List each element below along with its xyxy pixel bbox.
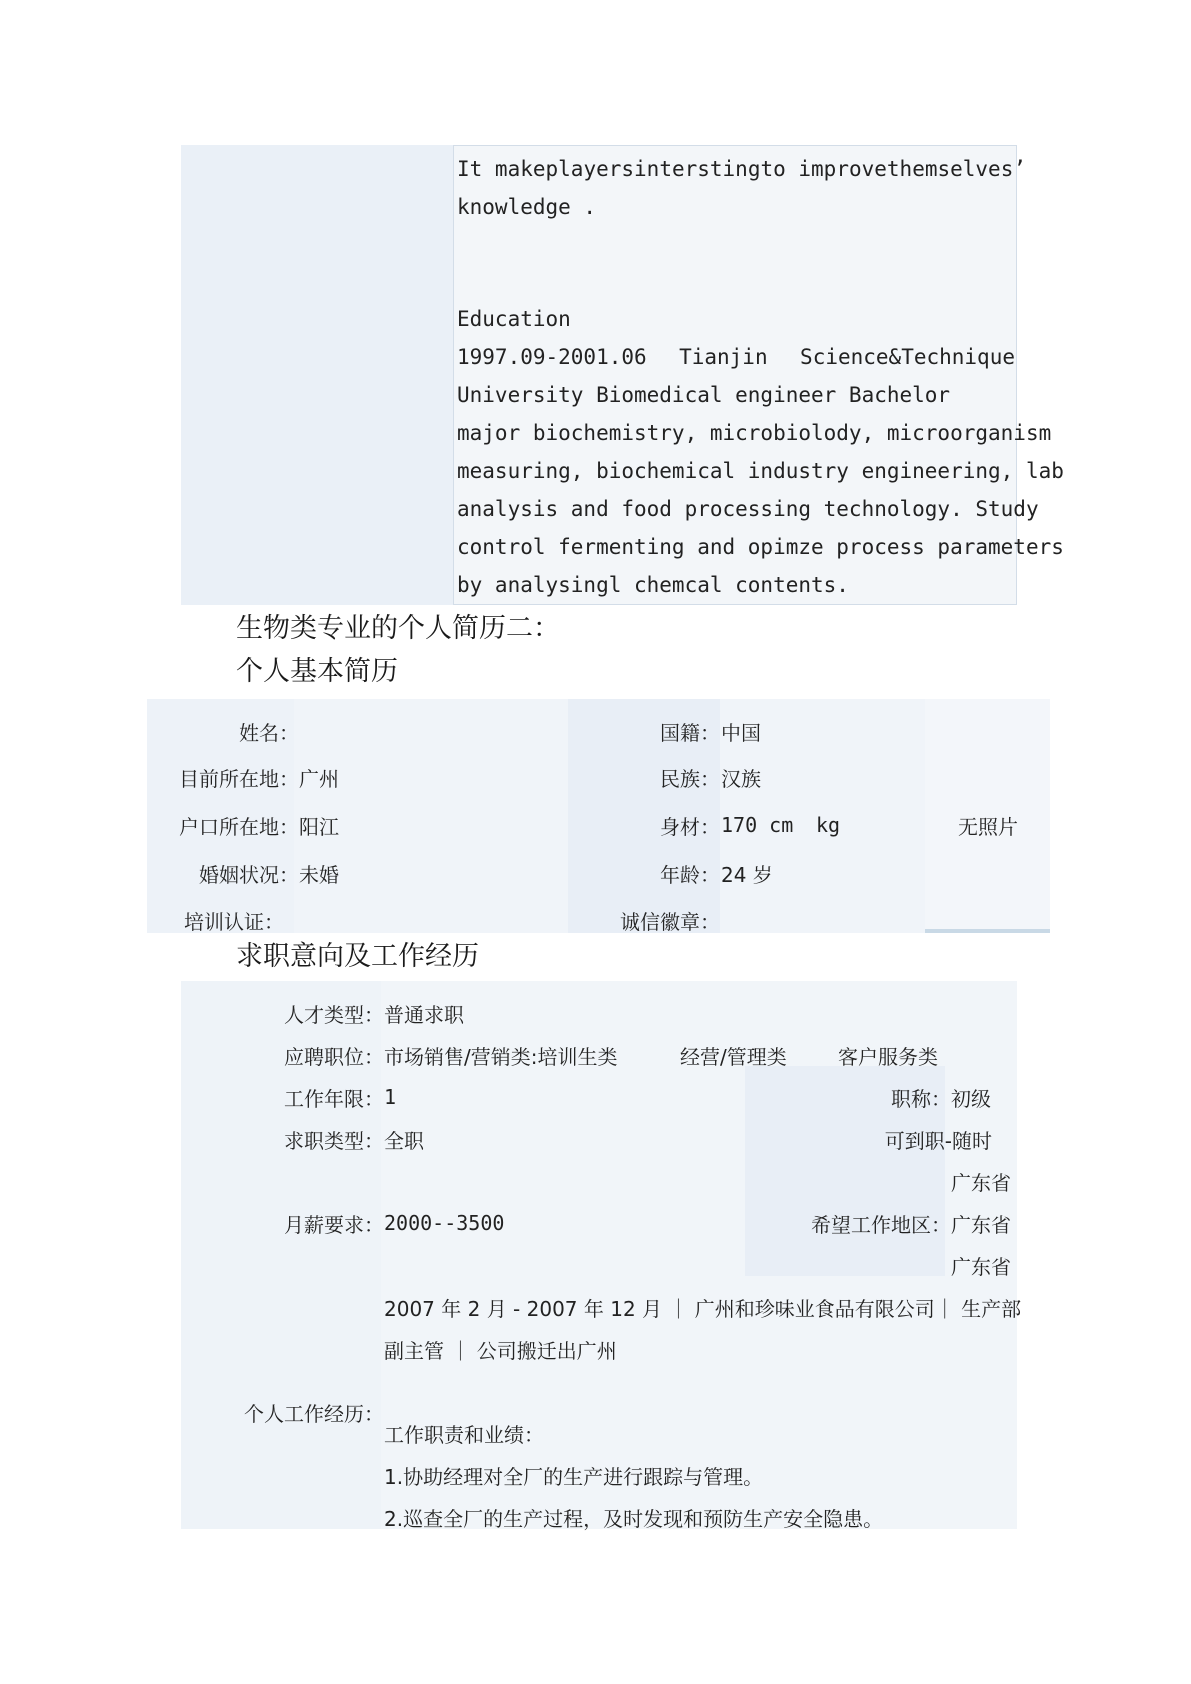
duty-item: 2.巡查全厂的生产过程，及时发现和预防生产安全隐患。 xyxy=(384,1507,884,1531)
section-heading: 求职意向及工作经历 xyxy=(236,941,479,972)
word: players xyxy=(545,157,635,181)
training-label: 培训认证： xyxy=(184,910,284,934)
education-table-left-cell xyxy=(181,145,454,605)
region-value: 广东省 xyxy=(951,1171,1011,1195)
duty-item: 1.协助经理对全厂的生产进行跟踪与管理。 xyxy=(384,1465,764,1489)
region-value: 广东省 xyxy=(951,1213,1011,1237)
section-heading: 个人基本简历 xyxy=(236,656,398,687)
experience-line: 2007 年 2 月 - 2007 年 12 月 ｜ 广州和珍味业食品有限公司｜ 生产部 xyxy=(384,1297,1022,1321)
word: to improve xyxy=(760,157,887,181)
salary-value: 2000--3500 xyxy=(384,1211,505,1235)
duties-title: 工作职责和业绩： xyxy=(384,1423,544,1447)
text-line: measuring, biochemical industry engineering, lab xyxy=(457,459,1064,483)
hukou-label: 户口所在地： xyxy=(179,815,299,839)
availability-value: 可到职-随时 xyxy=(884,1129,992,1153)
age-value: 24 岁 xyxy=(721,863,773,887)
name-label: 姓名： xyxy=(239,721,299,745)
talent-type-label: 人才类型： xyxy=(284,1003,384,1027)
badge-label: 诚信徽章： xyxy=(620,910,720,934)
word: intersting xyxy=(634,157,761,181)
experience-line: 副主管 ｜ 公司搬迁出广州 xyxy=(384,1339,617,1363)
text-line: by analysingl chemcal contents. xyxy=(457,573,849,597)
position-value: 经营/管理类 xyxy=(680,1045,787,1069)
weight-unit: kg xyxy=(816,813,841,837)
position-value: 市场销售/营销类:培训生类 xyxy=(384,1045,618,1069)
marital-value: 未婚 xyxy=(299,863,339,887)
text-line xyxy=(457,338,1015,376)
region-value: 广东省 xyxy=(951,1255,1011,1279)
photo-placeholder-text: 无照片 xyxy=(958,815,1018,839)
nationality-label: 国籍： xyxy=(660,721,720,745)
hukou-value: 阳江 xyxy=(299,815,339,839)
word: Tianjin xyxy=(679,345,768,369)
talent-type-value: 普通求职 xyxy=(384,1003,464,1027)
text-line: analysis and food processing technology. Study xyxy=(457,497,1039,521)
position-label: 应聘职位： xyxy=(284,1045,384,1069)
body-label: 身材： xyxy=(660,815,720,839)
body-value: 170 cm xyxy=(721,813,794,837)
title-value: 初级 xyxy=(951,1087,991,1111)
experience-label: 个人工作经历： xyxy=(244,1402,384,1426)
word: themselves’ xyxy=(886,157,1026,181)
salary-label: 月薪要求： xyxy=(284,1213,384,1237)
years-label: 工作年限： xyxy=(284,1087,384,1111)
text-line: knowledge . xyxy=(457,195,597,219)
word: Science&Technique xyxy=(800,345,1015,369)
word: It make xyxy=(457,157,546,181)
ethnicity-value: 汉族 xyxy=(721,767,761,791)
location-label: 目前所在地： xyxy=(179,767,299,791)
position-value: 客户服务类 xyxy=(838,1045,938,1069)
text-line: University Biomedical engineer Bachelor xyxy=(457,383,951,407)
marital-label: 婚姻状况： xyxy=(199,863,299,887)
region-label: 希望工作地区： xyxy=(811,1213,951,1237)
job-type-value: 全职 xyxy=(384,1129,424,1153)
age-label: 年龄： xyxy=(660,863,720,887)
location-value: 广州 xyxy=(299,767,339,791)
years-value: 1 xyxy=(384,1085,397,1109)
section-heading: 生物类专业的个人简历二： xyxy=(236,613,560,644)
education-heading: Education xyxy=(457,307,571,331)
text-line: major biochemistry, microbiolody, microorganism xyxy=(457,421,1052,445)
text-line xyxy=(457,150,1026,188)
nationality-value: 中国 xyxy=(721,721,761,745)
date-range: 1997.09-2001.06 xyxy=(457,345,647,369)
text-line: control fermenting and opimze process parameters xyxy=(457,535,1064,559)
photo-cell-border xyxy=(925,929,1050,933)
job-type-label: 求职类型： xyxy=(284,1129,384,1153)
title-label: 职称： xyxy=(891,1087,951,1111)
ethnicity-label: 民族： xyxy=(660,767,720,791)
